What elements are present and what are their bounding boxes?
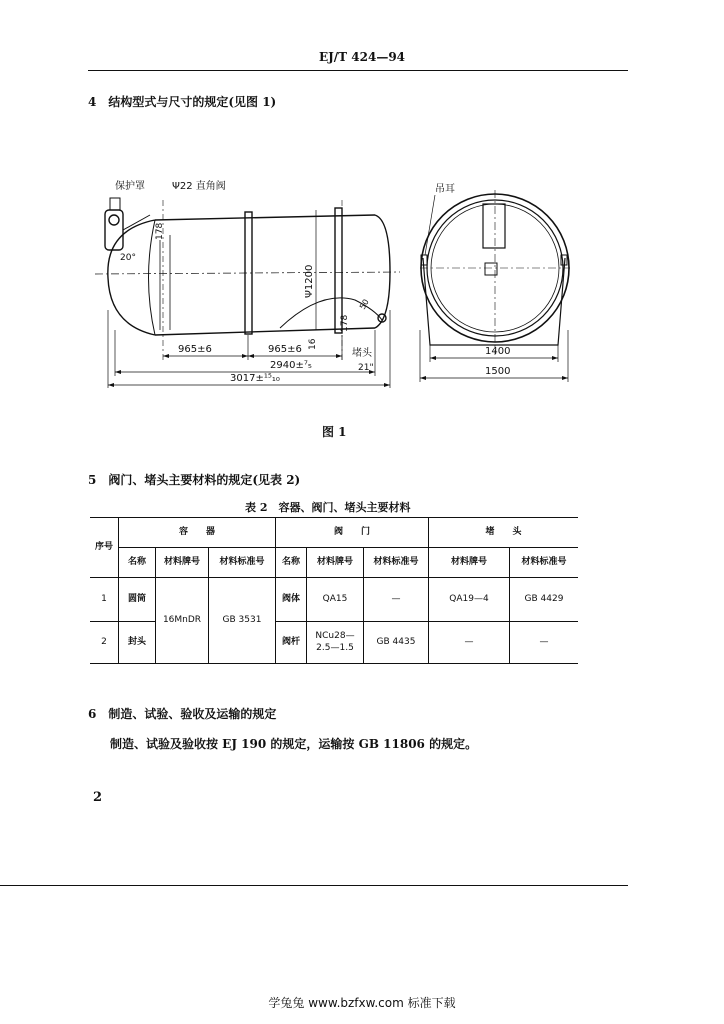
label-cover: 保护罩 xyxy=(115,181,145,192)
figure-1 xyxy=(90,160,600,410)
th-seq: 序号 xyxy=(90,518,119,578)
label-lifting-lug: 吊耳 xyxy=(435,184,455,195)
th-c-std: 材料标准号 xyxy=(209,548,276,578)
side-view xyxy=(95,198,400,388)
th-container: 容 器 xyxy=(119,518,276,548)
table-2-caption: 表 2 容器、阀门、堵头主要材料 xyxy=(245,501,411,514)
label-diameter: Ψ1200 xyxy=(304,264,315,298)
cell-c-name: 封头 xyxy=(119,622,156,664)
cell-no: 1 xyxy=(90,578,119,622)
dim-965-right: 965±6 xyxy=(268,344,302,355)
cell-p-std: GB 4429 xyxy=(510,578,579,622)
th-p-std: 材料标准号 xyxy=(510,548,579,578)
th-c-name: 名称 xyxy=(119,548,156,578)
header-rule xyxy=(88,70,628,71)
section-4-heading: 4 结构型式与尺寸的规定(见图 1) xyxy=(88,95,277,109)
table-row xyxy=(90,578,578,622)
cell-v-grade: NCu28—2.5—1.5 xyxy=(307,622,364,664)
cell-v-grade: QA15 xyxy=(307,578,364,622)
page-number: 2 xyxy=(93,790,103,805)
stiffening-ring-2 xyxy=(335,208,342,333)
label-valve: Ψ22 直角阀 xyxy=(172,181,226,192)
dim-965-left: 965±6 xyxy=(178,344,212,355)
section-5-heading: 5 阀门、堵头主要材料的规定(见表 2) xyxy=(88,473,301,487)
th-v-grade: 材料牌号 xyxy=(307,548,364,578)
cell-v-name: 阀体 xyxy=(276,578,307,622)
lifting-lug xyxy=(483,204,505,248)
cell-c-std: GB 3531 xyxy=(209,578,276,664)
left-head xyxy=(108,220,155,335)
cell-v-std: GB 4435 xyxy=(364,622,429,664)
th-plug: 堵 头 xyxy=(429,518,579,548)
figure-1-caption: 图 1 xyxy=(322,425,347,439)
th-p-grade: 材料牌号 xyxy=(429,548,510,578)
cell-p-grade: — xyxy=(429,622,510,664)
dim-1400: 1400 xyxy=(485,346,511,357)
cell-c-name: 圆筒 xyxy=(119,578,156,622)
document-number: EJ/T 424—94 xyxy=(318,50,406,64)
dim-1500: 1500 xyxy=(485,366,511,377)
cell-no: 2 xyxy=(90,622,119,664)
cell-p-std: — xyxy=(510,622,579,664)
footer-watermark: 学兔兔 www.bzfxw.com 标准下载 xyxy=(268,996,456,1010)
side-centerline xyxy=(95,272,400,274)
cell-v-name: 阀杆 xyxy=(276,622,307,664)
section-6-text: 制造、试验及验收按 EJ 190 的规定，运输按 GB 11806 的规定。 xyxy=(110,737,478,751)
label-plug: 堵头 xyxy=(352,348,372,359)
dim-2940: 2940±⁷₅ xyxy=(270,360,312,371)
cell-p-grade: QA19—4 xyxy=(429,578,510,622)
label-50: 50 xyxy=(357,297,371,311)
right-head xyxy=(375,215,390,328)
label-16: 16 xyxy=(308,338,318,350)
th-c-grade: 材料牌号 xyxy=(156,548,209,578)
label-angle-20: 20° xyxy=(120,253,136,263)
cell-v-std: — xyxy=(364,578,429,622)
th-v-name: 名称 xyxy=(276,548,307,578)
cell-c-grade: 16MnDR xyxy=(156,578,209,664)
th-v-std: 材料标准号 xyxy=(364,548,429,578)
label-angle-21: 21" xyxy=(358,363,374,373)
protective-cover xyxy=(105,210,123,250)
section-6-heading: 6 制造、试验、验收及运输的规定 xyxy=(88,707,277,721)
bottom-rule xyxy=(0,885,628,886)
label-178-top: 178 xyxy=(155,222,165,240)
table-2 xyxy=(90,517,578,664)
dim-3017: 3017±¹⁵₁₀ xyxy=(230,373,280,384)
label-178-bottom: 178 xyxy=(340,314,350,332)
th-valve: 阀 门 xyxy=(276,518,429,548)
